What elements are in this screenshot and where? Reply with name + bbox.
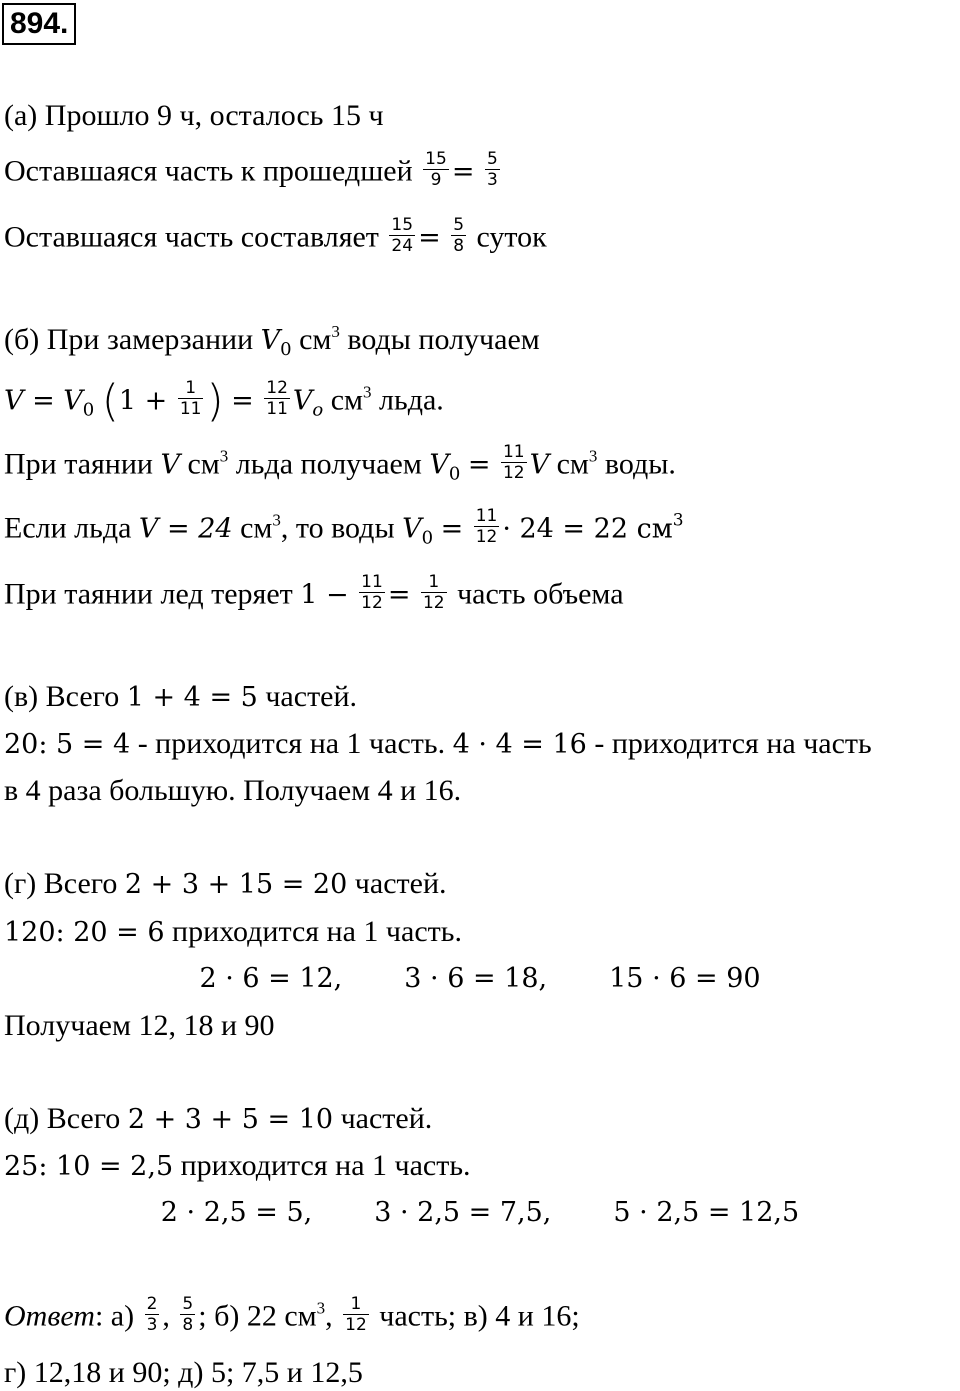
fraction-numerator: 12 [266, 378, 288, 398]
fraction-numerator: 15 [425, 149, 447, 169]
equals-sign: = [387, 579, 411, 611]
part-b-line-2 [4, 375, 444, 427]
text: г) 12,18 и 90; д) 5; 7,5 и 12,5 [4, 1356, 363, 1389]
text: (б) При замерзании [4, 323, 254, 356]
text: часть; в) 4 и 16; [379, 1299, 580, 1333]
fraction [421, 572, 447, 613]
text: частей. [354, 867, 447, 900]
right-paren: ) [206, 375, 224, 427]
fraction-denominator: 3 [146, 1315, 158, 1335]
formula: 1 + 4 = 5 [126, 682, 258, 713]
part-g-line-4 [4, 1008, 275, 1044]
fraction-denominator: 3 [486, 170, 498, 190]
equals-sign: = [467, 449, 491, 481]
part-b-line-3 [4, 442, 676, 487]
answer-line-2 [4, 1355, 363, 1391]
superscript: 3 [672, 510, 684, 531]
variable: V [292, 385, 313, 417]
text: приходится на 1 часть. [172, 915, 462, 948]
fraction-numerator: 2 [146, 1294, 158, 1314]
fraction-numerator: 1 [421, 572, 447, 593]
text: (г) Всего [4, 867, 118, 900]
formula: 15 · 6 = 90 [609, 963, 761, 994]
text: льда. [379, 383, 444, 417]
expression: 1 − [300, 579, 349, 611]
fraction [451, 215, 466, 256]
fraction [485, 149, 500, 190]
fraction [178, 378, 204, 419]
part-d-line-3 [0, 1194, 960, 1231]
fraction [389, 215, 415, 256]
fraction-numerator: 11 [502, 442, 525, 462]
fraction [501, 442, 527, 483]
formula: 5 · 2,5 = 12,5 [613, 1197, 800, 1228]
text: Получаем 12, 18 и 90 [4, 1009, 275, 1042]
fraction [423, 149, 449, 190]
part-g-line-3 [0, 960, 960, 997]
equals-sign: = [440, 513, 464, 545]
part-a-line-2 [4, 149, 503, 194]
fraction [474, 506, 500, 547]
part-d-line-1 [4, 1101, 432, 1138]
fraction-numerator: 11 [475, 506, 498, 526]
text: ; б) 22 см [198, 1299, 317, 1333]
fraction-denominator: 12 [475, 527, 498, 547]
unit: см [556, 447, 589, 481]
fraction-numerator: 5 [182, 1294, 194, 1314]
part-d-line-2 [4, 1148, 471, 1185]
fraction [145, 1294, 160, 1335]
fraction [359, 572, 385, 613]
fraction-denominator: 8 [453, 236, 465, 256]
fraction-numerator: 15 [391, 215, 414, 235]
formula: 2 · 2,5 = 5, [160, 1197, 313, 1228]
subscript: o [312, 399, 324, 421]
fraction-denominator: 11 [266, 399, 288, 419]
text: - приходится на 1 часть. [137, 727, 446, 760]
text: воды. [604, 447, 676, 481]
fraction-denominator: 12 [361, 593, 383, 613]
superscript: 3 [363, 382, 372, 402]
formula: V = 24 [138, 513, 233, 545]
text: суток [476, 220, 547, 254]
part-b-line-1 [4, 322, 540, 359]
answer-line-1 [4, 1294, 580, 1339]
subscript: 0 [421, 527, 434, 549]
text: Если льда [4, 511, 132, 545]
text: Оставшаяся часть составляет [4, 220, 379, 254]
text: воды получаем [347, 323, 540, 356]
part-a-line-3 [4, 215, 547, 260]
formula: 25: 10 = 2,5 [4, 1151, 174, 1182]
text: (д) Всего [4, 1102, 121, 1135]
fraction [180, 1294, 195, 1335]
fraction-denominator: 9 [430, 170, 442, 190]
fraction-numerator: 5 [453, 215, 465, 235]
part-g-line-2 [4, 914, 462, 951]
unit: см [330, 383, 364, 417]
superscript: 3 [272, 510, 281, 530]
fraction-numerator: 11 [361, 572, 383, 592]
problem-number: 894. [2, 3, 76, 45]
subscript: 0 [280, 339, 292, 360]
fraction-denominator: 24 [391, 236, 414, 256]
separator: , [325, 1299, 333, 1333]
subscript: 0 [82, 399, 95, 421]
separator: , [162, 1299, 170, 1333]
formula: 20: 5 = 4 [4, 729, 131, 760]
unit: см [240, 511, 273, 545]
formula: 2 + 3 + 15 = 20 [124, 869, 348, 900]
superscript: 3 [588, 446, 598, 466]
formula-lhs: V = V [4, 385, 83, 417]
fraction-denominator: 12 [502, 463, 525, 483]
part-a-line-1 [4, 98, 384, 134]
answer-label: Ответ [4, 1299, 95, 1333]
fraction [264, 378, 290, 419]
fraction-denominator: 12 [345, 1315, 367, 1335]
left-paren: ( [101, 375, 119, 427]
text: , то воды [280, 511, 395, 545]
part-b-line-5 [4, 572, 624, 617]
text: Оставшаяся часть к прошедшей [4, 154, 413, 188]
part-v-line-1 [4, 679, 357, 716]
text: : а) [94, 1299, 135, 1333]
equals-sign: = [451, 156, 475, 188]
equals-sign: = [231, 385, 254, 417]
fraction-numerator: 1 [343, 1294, 369, 1315]
expression: · 24 = 22 см [502, 513, 673, 545]
superscript: 3 [219, 446, 229, 466]
variable: V [429, 449, 449, 481]
formula: 2 + 3 + 5 = 10 [127, 1104, 334, 1135]
fraction-denominator: 11 [179, 399, 202, 419]
formula: 2 · 6 = 12, [199, 963, 343, 994]
formula: 4 · 4 = 16 [452, 729, 587, 760]
fraction-numerator: 1 [178, 378, 204, 399]
text: При таянии [4, 447, 153, 481]
formula: 3 · 2,5 = 7,5, [374, 1197, 552, 1228]
fraction-denominator: 12 [422, 593, 445, 613]
text: частей. [265, 680, 358, 713]
part-b-line-4 [4, 506, 684, 551]
text: частей. [340, 1102, 433, 1135]
part-v-line-3 [4, 773, 461, 809]
unit: см [299, 323, 332, 356]
fraction-numerator: 5 [486, 149, 498, 169]
text: (а) Прошло 9 ч, осталось 15 ч [4, 99, 384, 132]
subscript: 0 [448, 463, 461, 485]
superscript: 3 [316, 1298, 326, 1318]
unit: см [187, 447, 220, 481]
part-v-line-2 [4, 726, 872, 763]
text: (в) Всего [4, 680, 120, 713]
text: приходится на 1 часть. [180, 1149, 471, 1182]
part-g-line-1 [4, 866, 447, 903]
text: в 4 раза большую. Получаем 4 и 16. [4, 774, 462, 807]
variable: V [260, 325, 281, 356]
formula: 3 · 6 = 18, [404, 963, 548, 994]
text: льда получаем [235, 447, 422, 481]
expression: 1 + [118, 385, 168, 417]
fraction-denominator: 8 [182, 1315, 194, 1335]
equals-sign: = [418, 222, 441, 254]
superscript: 3 [331, 322, 340, 341]
variable: V [160, 449, 180, 481]
variable: V [402, 513, 422, 545]
text: часть объема [457, 577, 624, 611]
text: - приходится на часть [594, 727, 872, 760]
text: При таянии лед теряет [4, 577, 293, 611]
variable: V [529, 449, 550, 481]
formula: 120: 20 = 6 [4, 917, 165, 948]
fraction [343, 1294, 369, 1335]
